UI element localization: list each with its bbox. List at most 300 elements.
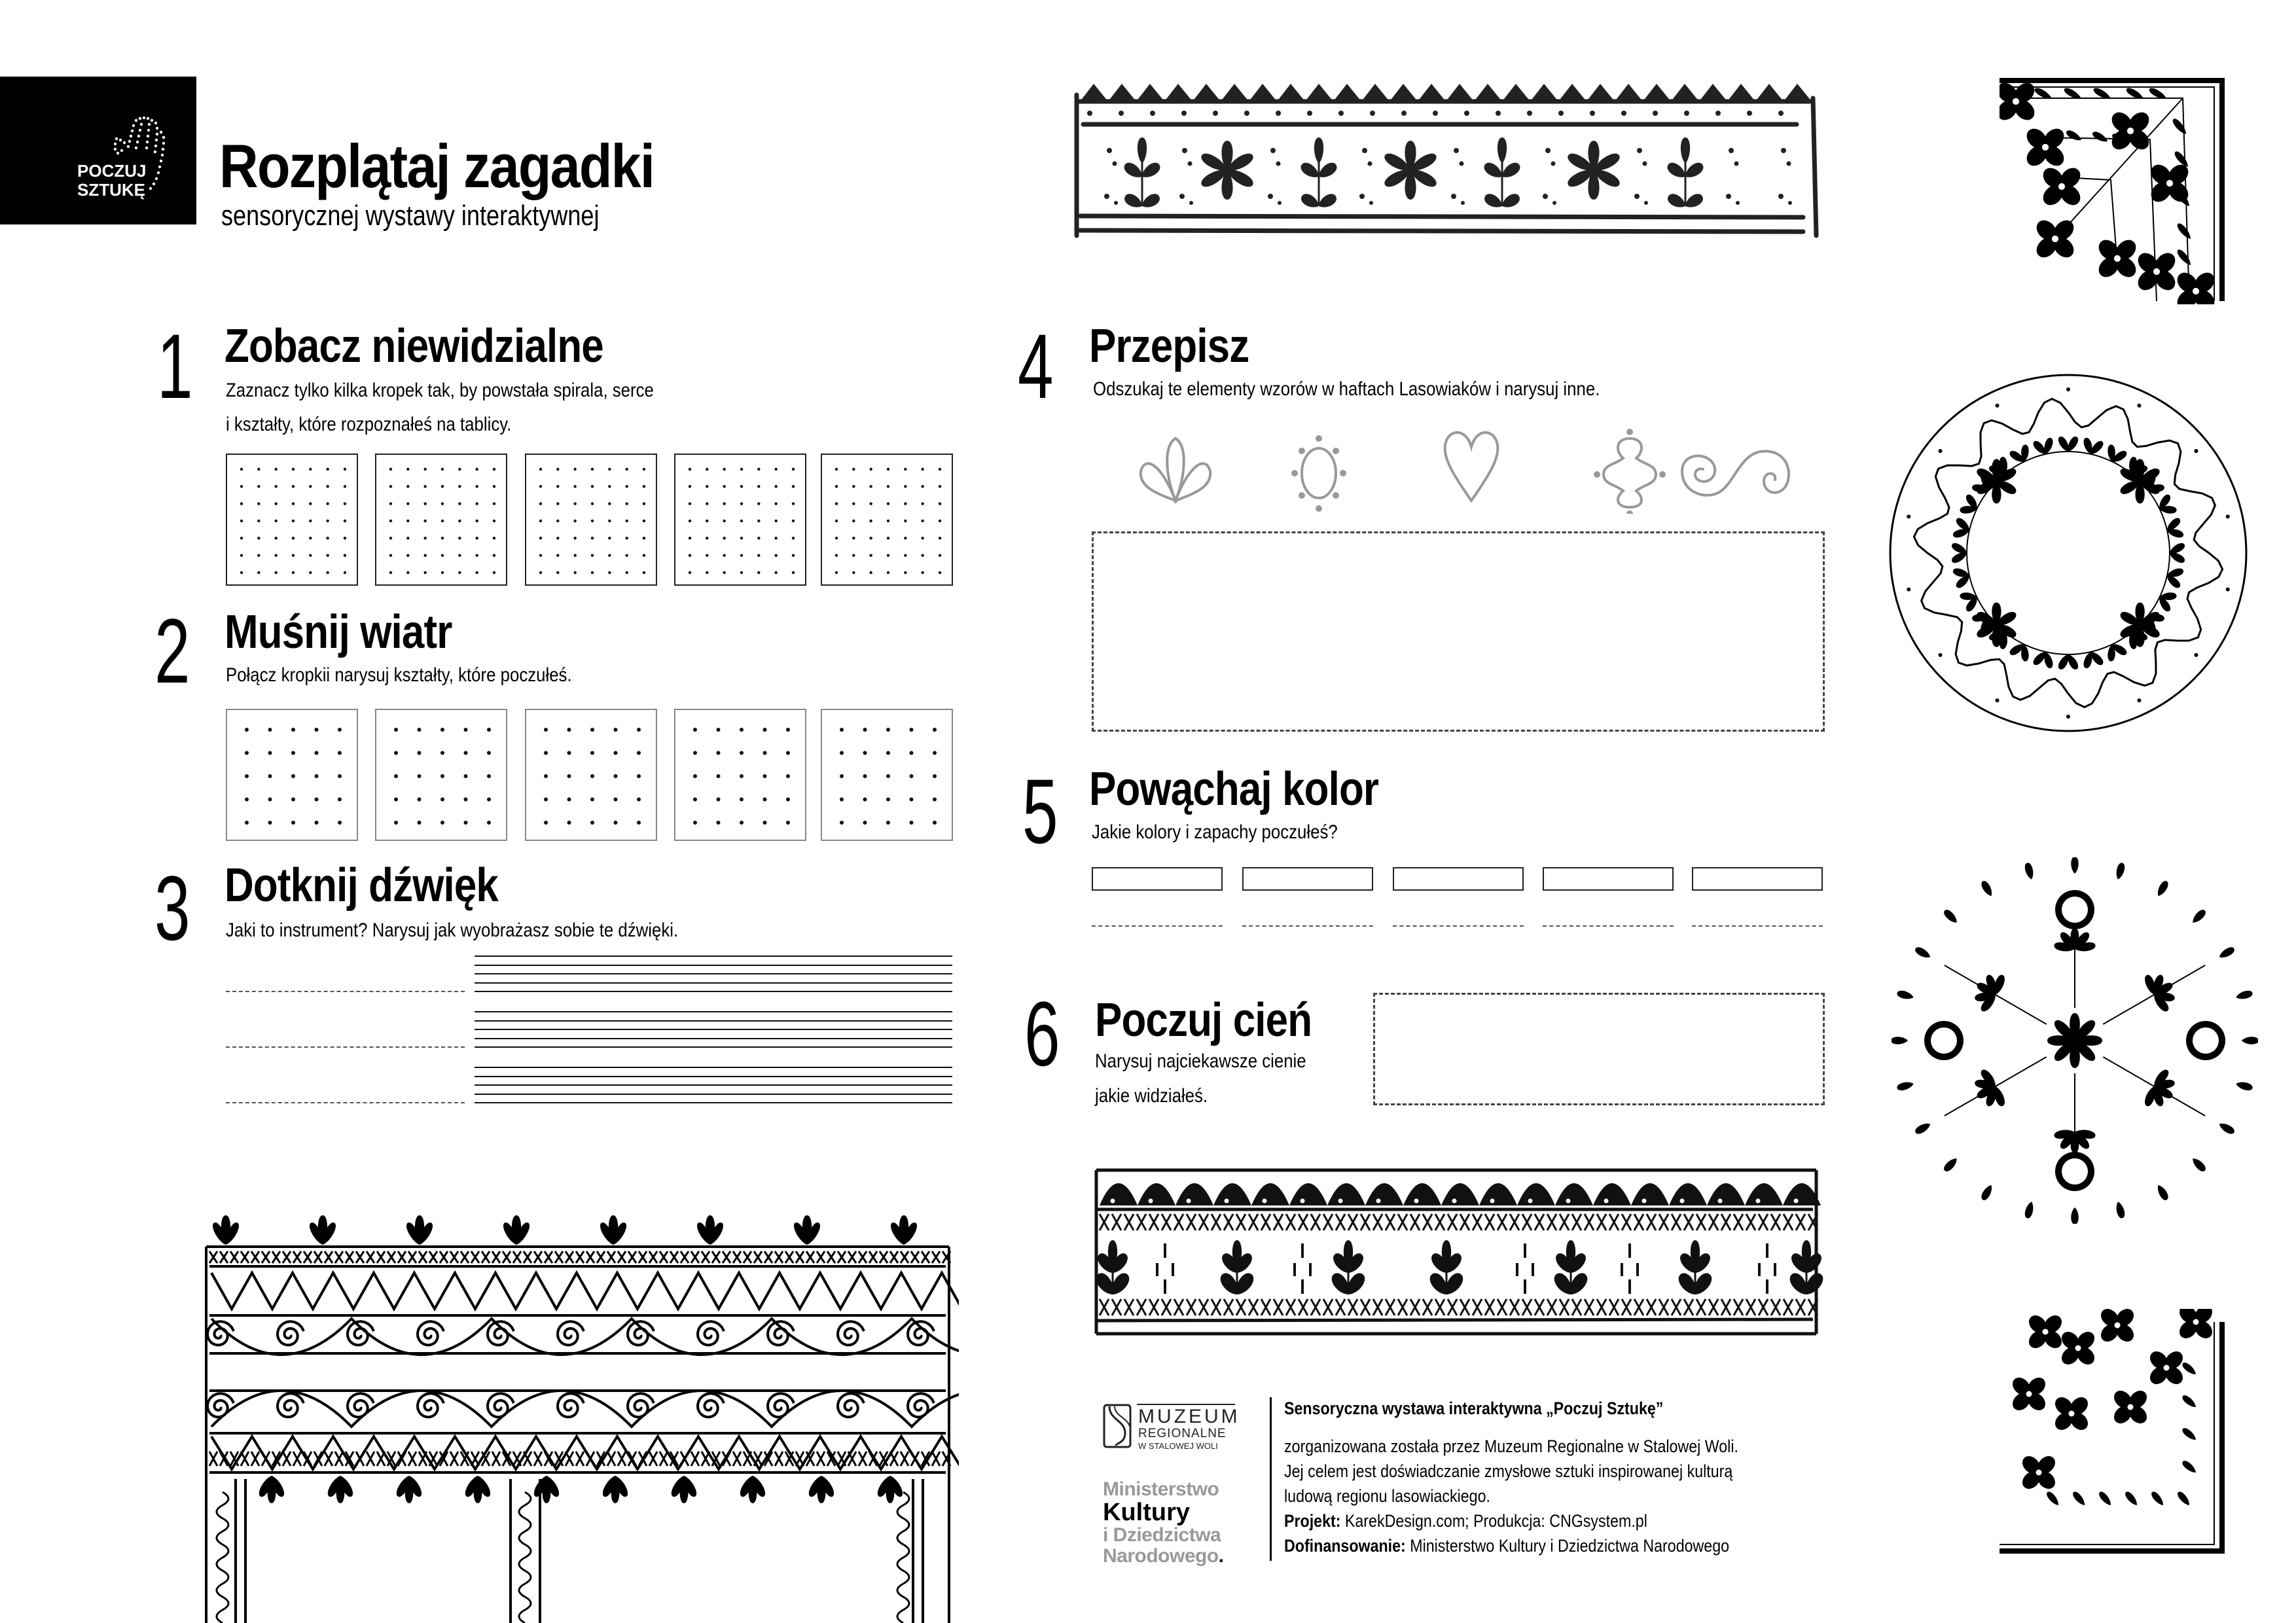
dot-grid-box[interactable] [525,454,657,586]
grid-dot [389,502,392,505]
grid-dot [614,821,618,825]
grid-dot [493,571,495,574]
grid-dot [693,774,697,778]
logo-text-line2: SZTUKĘ [77,180,145,200]
grid-dot [389,468,392,471]
grid-dot [590,798,594,802]
grid-dot [863,821,867,825]
grid-dot [921,502,924,505]
grid-dot [344,520,346,522]
grid-dot [441,537,444,539]
grid-dot [921,520,924,522]
grid-dot [292,554,295,556]
grid-dot [608,520,611,522]
grid-dot [693,821,697,825]
staff-line [475,991,952,992]
grid-dot [475,502,478,505]
grid-dot [939,554,941,556]
grid-dot [904,520,906,522]
grid-dot [539,468,542,471]
grid-dot [939,520,941,522]
grid-dot [544,751,548,755]
grid-dot [910,751,914,755]
grid-dot [423,571,426,574]
section-1-title: Zobacz niewidzialne [224,320,603,372]
grid-dot [939,468,941,471]
scent-answer-line[interactable] [1692,925,1823,927]
grid-dot [740,571,743,574]
grid-dot [240,537,243,539]
section-3-desc: Jaki to instrument? Narysuj jak wyobrażasz sobie te dźwięki. [226,919,679,941]
grid-dot [643,554,645,556]
grid-dot [309,520,312,522]
grid-dot [309,468,312,471]
grid-dot [539,554,542,556]
grid-dot [406,537,409,539]
grid-dot [835,520,838,522]
grid-dot [706,537,708,539]
grid-dot [315,798,319,802]
grid-dot [418,821,422,825]
grid-dot [556,571,559,574]
grid-dot [326,571,329,574]
grid-dot [418,728,422,732]
grid-dot [315,774,319,778]
instrument-name-line[interactable] [226,991,465,992]
grid-dot [291,821,295,825]
embroidery-band-bottom [1093,1165,1826,1342]
grid-dot [835,554,838,556]
grid-dot [887,502,889,505]
grid-dot [539,537,542,539]
grid-dot [406,520,409,522]
grid-dot [573,502,576,505]
grid-dot [394,728,398,732]
grid-dot [464,751,468,755]
grid-dot [389,554,392,556]
grid-dot [344,571,346,574]
grid-dot [591,468,594,471]
grid-dot [637,751,641,755]
grid-dot [458,485,461,488]
grid-dot [740,520,743,522]
grid-dot [835,485,838,488]
staff-line [475,965,952,966]
grid-dot [245,798,249,802]
grid-dot [274,468,277,471]
grid-dot [487,798,491,802]
grid-dot [389,571,392,574]
grid-dot [757,468,760,471]
grid-dot [440,774,444,778]
grid-dot [458,554,461,556]
grid-dot [268,751,272,755]
grid-dot [338,774,342,778]
grid-dot [706,468,708,471]
grid-dot [309,537,312,539]
grid-dot [887,468,889,471]
poczuj-sztuke-logo [0,77,196,224]
grid-dot [625,571,628,574]
grid-dot [573,554,576,556]
grid-dot [389,537,392,539]
grid-dot [921,468,924,471]
grid-dot [326,554,329,556]
section-5-number: 5 [1022,760,1058,863]
muzeum-regionalne-logo [1103,1404,1240,1456]
grid-dot [763,821,767,825]
grid-dot [886,821,890,825]
dot-grid-box[interactable] [226,454,358,586]
grid-dot [887,520,889,522]
footer-project: Projekt: KarekDesign.com; Produkcja: CNGsystem.pl [1284,1511,1647,1531]
instrument-name-line[interactable] [226,1046,465,1048]
grid-dot [338,821,342,825]
grid-dot [544,728,548,732]
grid-dot [556,485,559,488]
grid-dot [740,502,743,505]
staff-line [475,1046,952,1048]
grid-dot [723,554,725,556]
color-swatch-box[interactable] [1242,867,1373,891]
grid-dot [556,537,559,539]
grid-dot [326,520,329,522]
grid-dot [689,485,691,488]
grid-dot [706,520,708,522]
staff-line [475,1076,952,1077]
grid-dot [539,502,542,505]
staff-line [475,1020,952,1022]
footer-body-line3: ludową regionu lasowiackiego. [1284,1486,1490,1506]
grid-dot [693,728,697,732]
grid-dot [939,537,941,539]
grid-dot [245,774,249,778]
grid-dot [257,520,260,522]
grid-dot [257,468,260,471]
color-swatch-box[interactable] [1393,867,1524,891]
grid-dot [344,485,346,488]
grid-dot [257,571,260,574]
grid-dot [268,798,272,802]
embroidery-frame-bottom-left [200,1211,959,1623]
grid-dot [394,798,398,802]
grid-dot [309,571,312,574]
grid-dot [292,502,295,505]
grid-dot [487,751,491,755]
grid-dot [608,571,611,574]
grid-dot [240,571,243,574]
section-4-pattern-symbols [1113,402,1820,514]
grid-dot [245,751,249,755]
grid-dot [573,537,576,539]
footer-body-line1: zorganizowana została przez Muzeum Regionalne w Stalowej Woli. [1284,1436,1738,1456]
grid-dot [921,485,924,488]
grid-dot [418,798,422,802]
grid-dot [774,468,777,471]
grid-dot [717,798,721,802]
section-1-desc-line2: i kształty, które rozpoznałeś na tablicy. [226,414,512,435]
grid-dot [717,728,721,732]
grid-dot [591,520,594,522]
grid-dot [863,751,867,755]
grid-dot [326,502,329,505]
logo-text-line1: POCZUJ [77,161,147,181]
grid-dot [706,485,708,488]
grid-dot [344,554,346,556]
grid-dot [786,774,790,778]
grid-dot [740,751,744,755]
grid-dot [774,502,777,505]
section-4-drawing-area[interactable] [1092,531,1825,732]
grid-dot [423,537,426,539]
grid-dot [344,468,346,471]
grid-dot [274,502,277,505]
grid-dot [774,554,777,556]
grid-dot [608,468,611,471]
dot-grid-box[interactable] [375,709,507,841]
grid-dot [590,774,594,778]
grid-dot [792,468,795,471]
leaf-fan-icon [1141,438,1210,501]
grid-dot [625,554,628,556]
grid-dot [257,554,260,556]
grid-dot [706,554,708,556]
grid-dot [240,468,243,471]
grid-dot [567,821,571,825]
grid-dot [556,502,559,505]
grid-dot [740,798,744,802]
grid-dot [394,751,398,755]
grid-dot [693,798,697,802]
section-4-number: 4 [1018,315,1054,418]
grid-dot [257,537,260,539]
color-swatch-box[interactable] [1092,867,1223,891]
grid-dot [835,502,838,505]
grid-dot [887,485,889,488]
grid-dot [245,728,249,732]
grid-dot [567,751,571,755]
grid-dot [268,774,272,778]
section-1-desc-line1: Zaznacz tylko kilka kropek tak, by powstała spirala, serce [226,380,654,401]
grid-dot [886,728,890,732]
grid-dot [921,537,924,539]
heart-icon [1445,433,1498,501]
grid-dot [487,774,491,778]
section-6-title: Poczuj cień [1095,994,1312,1046]
grid-dot [440,821,444,825]
grid-dot [493,520,495,522]
page-title: Rozplątaj zagadki [219,132,655,200]
grid-dot [774,485,777,488]
dot-grid-box[interactable] [674,709,806,841]
grid-dot [774,520,777,522]
color-swatch-box[interactable] [1692,867,1823,891]
grid-dot [904,502,906,505]
grid-dot [723,468,725,471]
grid-dot [614,728,618,732]
grid-dot [723,571,725,574]
grid-dot [406,571,409,574]
grid-dot [608,537,611,539]
grid-dot [904,485,906,488]
grid-dot [904,571,906,574]
grid-dot [933,821,937,825]
scent-answer-line[interactable] [1092,925,1223,927]
staff-line [475,982,952,984]
museum-name-line2: REGIONALNE [1138,1427,1227,1440]
grid-dot [315,821,319,825]
grid-dot [394,821,398,825]
grid-dot [475,537,478,539]
grid-dot [763,728,767,732]
footer-divider [1270,1397,1272,1561]
grid-dot [567,728,571,732]
grid-dot [591,554,594,556]
grid-dot [852,468,855,471]
grid-dot [274,571,277,574]
section-4-title: Przepisz [1089,320,1249,372]
grid-dot [939,571,941,574]
grid-dot [910,798,914,802]
grid-dot [933,798,937,802]
grid-dot [475,520,478,522]
staff-line [475,973,952,974]
spiral-wave-icon [1682,451,1789,495]
dot-grid-box[interactable] [226,709,358,841]
grid-dot [904,468,906,471]
section-3-number: 3 [154,857,190,959]
grid-dot [591,485,594,488]
grid-dot [910,821,914,825]
dot-grid-box[interactable] [674,454,806,586]
scent-answer-line[interactable] [1242,925,1373,927]
footer-body-line2: Jej celem jest doświadczanie zmysłowe sztuki inspirowanej kulturą [1284,1461,1733,1481]
instrument-name-line[interactable] [226,1102,465,1103]
grid-dot [493,485,495,488]
grid-dot [869,468,872,471]
grid-dot [740,821,744,825]
grid-dot [268,728,272,732]
grid-dot [441,502,444,505]
four-petal-flower-icon [1604,438,1656,507]
grid-dot [792,485,795,488]
color-swatch-box[interactable] [1543,867,1674,891]
grid-dot [852,554,855,556]
grid-dot [689,502,691,505]
grid-dot [763,774,767,778]
grid-dot [869,485,872,488]
sun-icon [1302,448,1336,498]
grid-dot [614,751,618,755]
grid-dot [464,821,468,825]
staff-line [475,955,952,957]
grid-dot [840,798,844,802]
grid-dot [933,774,937,778]
section-5-desc: Jakie kolory i zapachy poczułeś? [1092,821,1338,843]
grid-dot [757,502,760,505]
scent-answer-line[interactable] [1393,925,1524,927]
grid-dot [869,554,872,556]
grid-dot [863,774,867,778]
grid-dot [852,485,855,488]
grid-dot [786,728,790,732]
grid-dot [475,554,478,556]
grid-dot [291,751,295,755]
grid-dot [544,774,548,778]
ministry-line1: Ministerstwo [1103,1478,1219,1500]
grid-dot [706,571,708,574]
grid-dot [458,537,461,539]
grid-dot [458,502,461,505]
grid-dot [757,520,760,522]
grid-dot [939,502,941,505]
grid-dot [869,537,872,539]
grid-dot [441,468,444,471]
grid-dot [344,537,346,539]
section-3-title: Dotknij dźwięk [224,859,499,912]
grid-dot [573,468,576,471]
grid-dot [792,554,795,556]
grid-dot [887,571,889,574]
grid-dot [573,571,576,574]
grid-dot [792,502,795,505]
grid-dot [590,821,594,825]
section-4-desc: Odszukaj te elementy wzorów w haftach Lasowiaków i narysuj inne. [1093,378,1600,400]
grid-dot [840,728,844,732]
grid-dot [706,502,708,505]
grid-dot [268,821,272,825]
dot-grid-box[interactable] [821,709,953,841]
grid-dot [740,485,743,488]
grid-dot [723,485,725,488]
footer-credits [1284,1396,1812,1558]
section-6-drawing-area[interactable] [1373,993,1825,1105]
grid-dot [394,774,398,778]
ministry-logo [1103,1479,1240,1567]
ministry-line2: Kultury [1103,1499,1190,1526]
grid-dot [539,485,542,488]
grid-dot [326,485,329,488]
grid-dot [840,821,844,825]
grid-dot [292,468,295,471]
grid-dot [493,502,495,505]
grid-dot [863,798,867,802]
scent-answer-line[interactable] [1543,925,1674,927]
section-2-title: Muśnij wiatr [224,606,452,658]
dot-grid-box[interactable] [525,709,657,841]
grid-dot [689,537,691,539]
grid-dot [886,798,890,802]
dot-grid-box[interactable] [375,454,507,586]
grid-dot [487,821,491,825]
museum-name-line1: MUZEUM [1138,1406,1240,1427]
grid-dot [464,798,468,802]
grid-dot [406,554,409,556]
section-5-title: Powąchaj kolor [1089,763,1379,815]
grid-dot [240,520,243,522]
grid-dot [757,485,760,488]
grid-dot [440,798,444,802]
grid-dot [740,468,743,471]
grid-dot [406,502,409,505]
grid-dot [723,502,725,505]
grid-dot [274,485,277,488]
grid-dot [643,571,645,574]
grid-dot [757,554,760,556]
dot-grid-box[interactable] [821,454,953,586]
grid-dot [910,774,914,778]
grid-dot [939,485,941,488]
